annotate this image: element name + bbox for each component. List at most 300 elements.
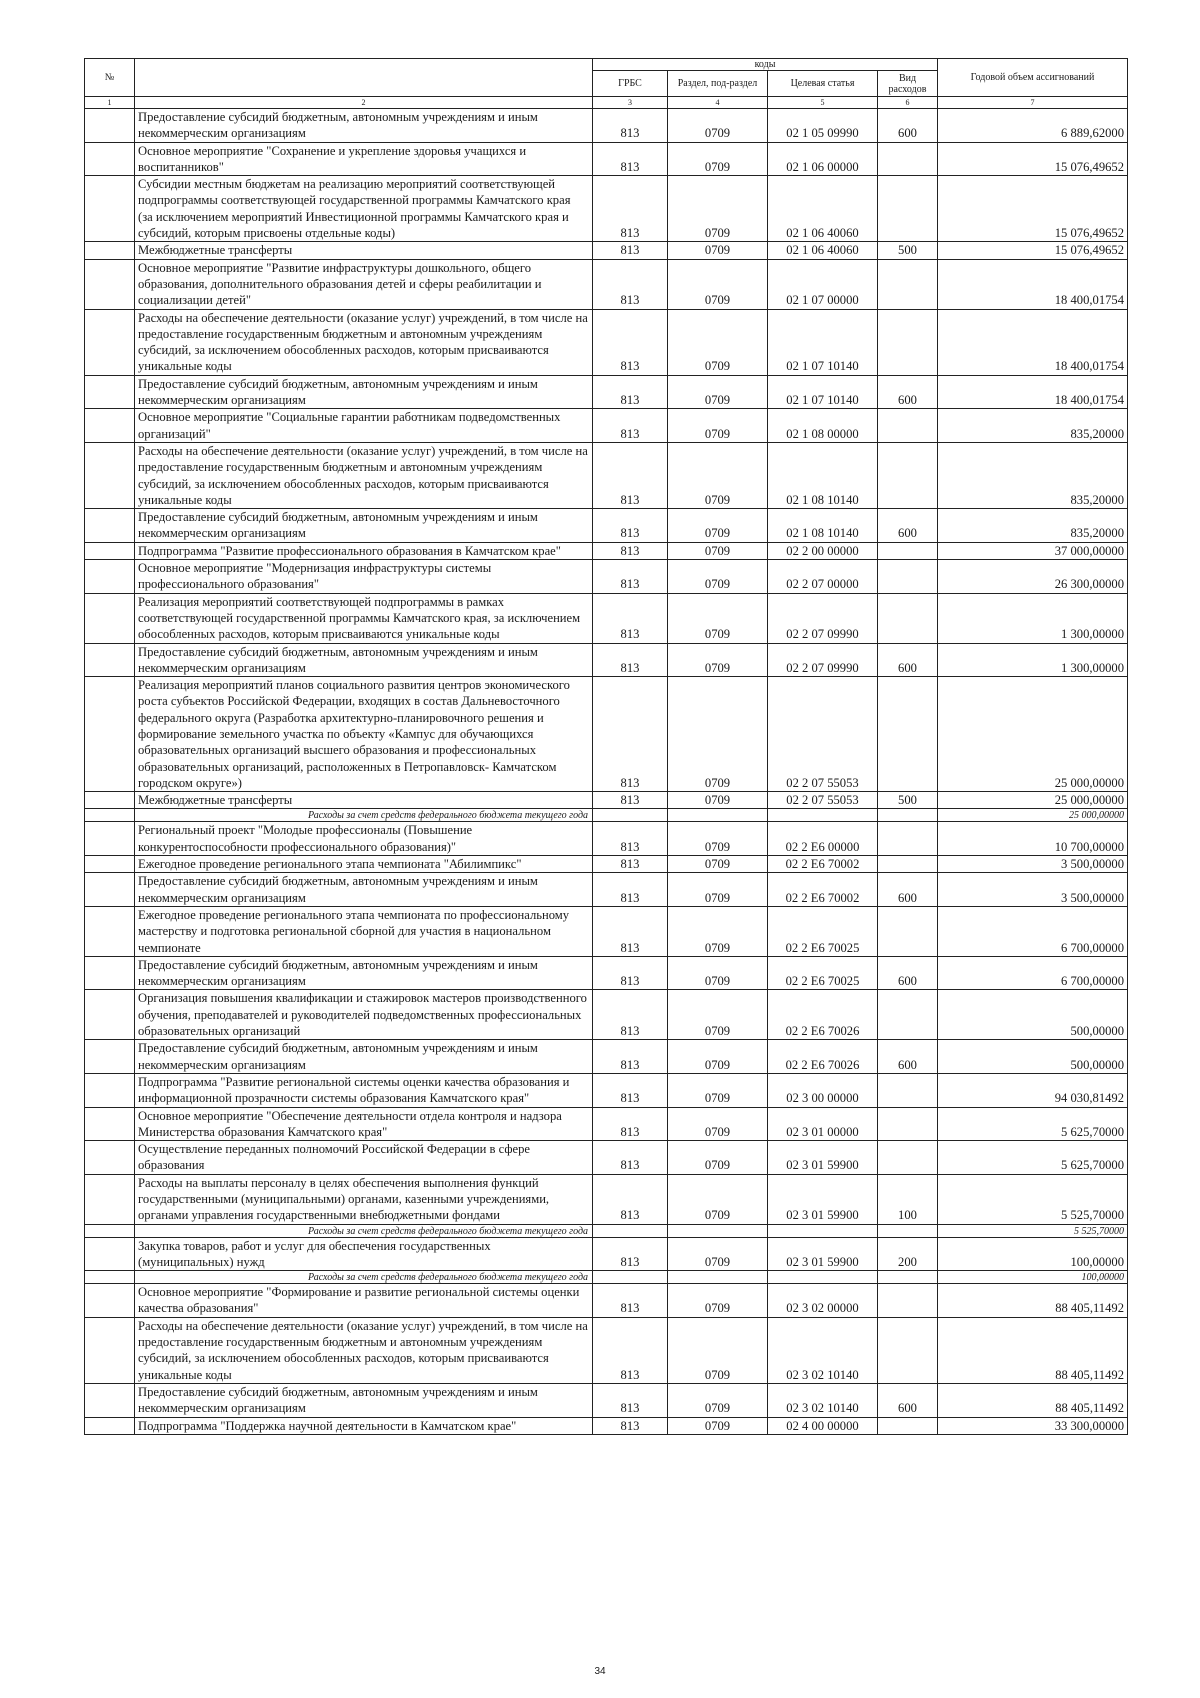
- cell-num: [85, 1383, 135, 1417]
- cell-num: [85, 509, 135, 543]
- cell-num: [85, 1141, 135, 1175]
- cell-razdel: 0709: [668, 1073, 768, 1107]
- cell-target-article: 02 3 01 59900: [768, 1237, 878, 1271]
- table-row: [85, 176, 1128, 242]
- cell-grbs: 813: [593, 856, 668, 873]
- table-row: [85, 1107, 1128, 1141]
- cell-grbs: [593, 1224, 668, 1237]
- table-row: [85, 1383, 1128, 1417]
- cell-razdel: 0709: [668, 509, 768, 543]
- table-row: [85, 409, 1128, 443]
- cell-num: [85, 1417, 135, 1434]
- cell-expense-type: [878, 677, 938, 792]
- cell-razdel: 0709: [668, 309, 768, 375]
- cell-razdel: 0709: [668, 375, 768, 409]
- cell-name: Реализация мероприятий планов социального развития центров экономического роста субъектов Российской Федерации, входящих в состав Дальневосточного федерального округа (Разработка архитектурно-планировочного решения и формирование земельного участка по объекту «Кампус для обучающихся образовательных организаций высшего образования и профессиональных образовательных организаций, расположенных в Петропавловск- Камчатском городском округе»): [135, 677, 593, 792]
- cell-expense-type: [878, 259, 938, 309]
- header-grbs: ГРБС: [593, 71, 668, 97]
- header-num: №: [85, 59, 135, 97]
- cell-target-article: 02 1 06 40060: [768, 242, 878, 259]
- cell-name: Подпрограмма "Развитие профессионального образования в Камчатском крае": [135, 542, 593, 559]
- cell-volume: 10 700,00000: [938, 822, 1128, 856]
- cell-name: Предоставление субсидий бюджетным, автономным учреждениям и иным некоммерческим организациям: [135, 375, 593, 409]
- cell-volume: 1 300,00000: [938, 643, 1128, 677]
- federal-funds-row: [85, 1224, 1128, 1237]
- cell-razdel: 0709: [668, 1174, 768, 1224]
- cell-expense-type: [878, 560, 938, 594]
- cell-name: Осуществление переданных полномочий Российской Федерации в сфере образования: [135, 1141, 593, 1175]
- cell-target-article: 02 3 01 59900: [768, 1174, 878, 1224]
- table-row: [85, 542, 1128, 559]
- colnum: 1: [85, 97, 135, 109]
- cell-volume: 18 400,01754: [938, 259, 1128, 309]
- cell-name: Подпрограмма "Поддержка научной деятельности в Камчатском крае": [135, 1417, 593, 1434]
- cell-name: Расходы за счет средств федерального бюджета текущего года: [135, 1271, 593, 1284]
- cell-razdel: 0709: [668, 176, 768, 242]
- cell-name: Субсидии местным бюджетам на реализацию мероприятий соответствующей подпрограммы соответствующей государственной программы Камчатского края (за исключением мероприятий Инвестиционной программы Камчатского края и субсидий, которым присвоены отдельные коды): [135, 176, 593, 242]
- cell-razdel: 0709: [668, 956, 768, 990]
- cell-num: [85, 873, 135, 907]
- cell-grbs: [593, 809, 668, 822]
- cell-num: [85, 677, 135, 792]
- cell-name: Ежегодное проведение регионального этапа чемпионата "Абилимпикс": [135, 856, 593, 873]
- cell-expense-type: 100: [878, 1174, 938, 1224]
- cell-expense-type: [878, 990, 938, 1040]
- cell-grbs: 813: [593, 1040, 668, 1074]
- cell-target-article: 02 4 00 00000: [768, 1417, 878, 1434]
- table-row: [85, 1141, 1128, 1175]
- cell-name: Предоставление субсидий бюджетным, автономным учреждениям и иным некоммерческим организациям: [135, 509, 593, 543]
- cell-expense-type: 600: [878, 956, 938, 990]
- cell-name: Предоставление субсидий бюджетным, автономным учреждениям и иным некоммерческим организациям: [135, 643, 593, 677]
- cell-grbs: 813: [593, 442, 668, 508]
- cell-volume: 5 625,70000: [938, 1107, 1128, 1141]
- cell-razdel: 0709: [668, 1040, 768, 1074]
- cell-expense-type: [878, 1107, 938, 1141]
- cell-target-article: 02 3 00 00000: [768, 1073, 878, 1107]
- cell-volume: 100,00000: [938, 1271, 1128, 1284]
- cell-target-article: 02 1 06 40060: [768, 176, 878, 242]
- table-row: [85, 906, 1128, 956]
- cell-target-article: 02 1 08 10140: [768, 509, 878, 543]
- cell-num: [85, 409, 135, 443]
- cell-expense-type: [878, 822, 938, 856]
- cell-razdel: 0709: [668, 142, 768, 176]
- cell-volume: 835,20000: [938, 409, 1128, 443]
- cell-volume: 88 405,11492: [938, 1284, 1128, 1318]
- cell-target-article: 02 2 E6 70026: [768, 1040, 878, 1074]
- table-row: [85, 792, 1128, 809]
- cell-num: [85, 1271, 135, 1284]
- cell-volume: 3 500,00000: [938, 856, 1128, 873]
- cell-target-article: 02 2 07 55053: [768, 792, 878, 809]
- cell-expense-type: 600: [878, 1383, 938, 1417]
- cell-target-article: 02 3 02 10140: [768, 1317, 878, 1383]
- colnum: 4: [668, 97, 768, 109]
- cell-name: Расходы на обеспечение деятельности (оказание услуг) учреждений, в том числе на предоставление государственным бюджетным и автономным учреждениям субсидий, за исключением обособленных расходов, которым присваиваются уникальные коды: [135, 309, 593, 375]
- cell-razdel: 0709: [668, 593, 768, 643]
- cell-razdel: 0709: [668, 409, 768, 443]
- cell-name: Основное мероприятие "Развитие инфраструктуры дошкольного, общего образования, дополнительного образования детей и сферы реабилитации и социализации детей": [135, 259, 593, 309]
- cell-expense-type: [878, 309, 938, 375]
- table-row: [85, 1417, 1128, 1434]
- cell-num: [85, 560, 135, 594]
- cell-name: Основное мероприятие "Модернизация инфраструктуры системы профессионального образования": [135, 560, 593, 594]
- cell-num: [85, 593, 135, 643]
- cell-target-article: 02 1 07 10140: [768, 375, 878, 409]
- table-row: [85, 109, 1128, 143]
- cell-grbs: 813: [593, 242, 668, 259]
- header-razdel: Раздел, под-раздел: [668, 71, 768, 97]
- cell-target-article: 02 1 07 10140: [768, 309, 878, 375]
- cell-target-article: 02 2 E6 70002: [768, 856, 878, 873]
- header-column-numbers: [85, 97, 1128, 109]
- cell-target-article: 02 1 08 10140: [768, 442, 878, 508]
- cell-grbs: 813: [593, 560, 668, 594]
- table-row: [85, 873, 1128, 907]
- cell-razdel: 0709: [668, 1317, 768, 1383]
- cell-razdel: [668, 1271, 768, 1284]
- cell-grbs: 813: [593, 643, 668, 677]
- cell-volume: 33 300,00000: [938, 1417, 1128, 1434]
- cell-volume: 5 525,70000: [938, 1224, 1128, 1237]
- cell-num: [85, 176, 135, 242]
- cell-num: [85, 1040, 135, 1074]
- cell-num: [85, 809, 135, 822]
- cell-grbs: 813: [593, 1284, 668, 1318]
- cell-target-article: 02 2 E6 70026: [768, 990, 878, 1040]
- cell-expense-type: [878, 1317, 938, 1383]
- cell-grbs: 813: [593, 409, 668, 443]
- cell-razdel: 0709: [668, 792, 768, 809]
- cell-grbs: 813: [593, 109, 668, 143]
- table-row: [85, 856, 1128, 873]
- cell-target-article: 02 3 01 00000: [768, 1107, 878, 1141]
- cell-name: Основное мероприятие "Формирование и развитие региональной системы оценки качества образования": [135, 1284, 593, 1318]
- cell-razdel: 0709: [668, 873, 768, 907]
- cell-target-article: 02 1 06 00000: [768, 142, 878, 176]
- header-codes: коды: [593, 59, 938, 71]
- cell-num: [85, 1174, 135, 1224]
- header-volume: Годовой объем ассигнований: [938, 59, 1128, 97]
- cell-razdel: 0709: [668, 1107, 768, 1141]
- federal-funds-row: [85, 809, 1128, 822]
- cell-num: [85, 1224, 135, 1237]
- federal-funds-row: [85, 1271, 1128, 1284]
- cell-expense-type: 500: [878, 792, 938, 809]
- cell-razdel: 0709: [668, 1284, 768, 1318]
- cell-name: Закупка товаров, работ и услуг для обеспечения государственных (муниципальных) нужд: [135, 1237, 593, 1271]
- cell-grbs: 813: [593, 1174, 668, 1224]
- cell-num: [85, 309, 135, 375]
- cell-grbs: 813: [593, 1383, 668, 1417]
- cell-num: [85, 906, 135, 956]
- cell-expense-type: [878, 1284, 938, 1318]
- cell-name: Предоставление субсидий бюджетным, автономным учреждениям и иным некоммерческим организациям: [135, 873, 593, 907]
- cell-expense-type: [878, 1141, 938, 1175]
- cell-volume: 18 400,01754: [938, 375, 1128, 409]
- cell-grbs: 813: [593, 309, 668, 375]
- cell-target-article: 02 1 07 00000: [768, 259, 878, 309]
- cell-target-article: 02 2 E6 70025: [768, 956, 878, 990]
- cell-num: [85, 643, 135, 677]
- cell-volume: 5 625,70000: [938, 1141, 1128, 1175]
- page-number: 34: [594, 1666, 606, 1677]
- cell-razdel: 0709: [668, 442, 768, 508]
- cell-grbs: 813: [593, 1141, 668, 1175]
- cell-volume: 25 000,00000: [938, 677, 1128, 792]
- cell-volume: 15 076,49652: [938, 242, 1128, 259]
- table-row: [85, 822, 1128, 856]
- cell-expense-type: 600: [878, 1040, 938, 1074]
- cell-volume: 835,20000: [938, 442, 1128, 508]
- cell-razdel: 0709: [668, 990, 768, 1040]
- table-row: [85, 375, 1128, 409]
- cell-name: Основное мероприятие "Сохранение и укрепление здоровья учащихся и воспитанников": [135, 142, 593, 176]
- cell-num: [85, 1073, 135, 1107]
- cell-name: Расходы на выплаты персоналу в целях обеспечения выполнения функций государственными (муниципальными) органами, казенными учреждениями, органами управления государственными внебюджетными фондами: [135, 1174, 593, 1224]
- cell-name: Региональный проект "Молодые профессионалы (Повышение конкурентоспособности профессионального образования)": [135, 822, 593, 856]
- colnum: 6: [878, 97, 938, 109]
- cell-razdel: 0709: [668, 906, 768, 956]
- cell-name: Расходы на обеспечение деятельности (оказание услуг) учреждений, в том числе на предоставление государственным бюджетным и автономным учреждениям субсидий, за исключением обособленных расходов, которым присваиваются уникальные коды: [135, 1317, 593, 1383]
- table-row: [85, 990, 1128, 1040]
- table-row: [85, 1073, 1128, 1107]
- cell-volume: 500,00000: [938, 990, 1128, 1040]
- header-vid: Вид расходов: [878, 71, 938, 97]
- cell-num: [85, 856, 135, 873]
- table-row: [85, 242, 1128, 259]
- cell-num: [85, 242, 135, 259]
- table-row: [85, 593, 1128, 643]
- cell-num: [85, 1237, 135, 1271]
- cell-razdel: 0709: [668, 677, 768, 792]
- cell-target-article: 02 2 00 00000: [768, 542, 878, 559]
- cell-num: [85, 375, 135, 409]
- cell-grbs: 813: [593, 822, 668, 856]
- cell-grbs: 813: [593, 542, 668, 559]
- cell-target-article: 02 2 07 09990: [768, 593, 878, 643]
- table-row: [85, 560, 1128, 594]
- cell-target-article: [768, 1224, 878, 1237]
- cell-target-article: [768, 809, 878, 822]
- budget-page: [84, 58, 1127, 1435]
- cell-expense-type: [878, 1417, 938, 1434]
- cell-volume: 25 000,00000: [938, 792, 1128, 809]
- cell-grbs: 813: [593, 906, 668, 956]
- cell-num: [85, 822, 135, 856]
- cell-name: Межбюджетные трансферты: [135, 792, 593, 809]
- cell-grbs: 813: [593, 1417, 668, 1434]
- cell-volume: 3 500,00000: [938, 873, 1128, 907]
- cell-razdel: 0709: [668, 643, 768, 677]
- table-row: [85, 259, 1128, 309]
- cell-name: Организация повышения квалификации и стажировок мастеров производственного обучения, преподавателей и руководителей подведомственных профессиональных образовательных организаций: [135, 990, 593, 1040]
- table-header: [85, 59, 1128, 109]
- table-row: [85, 956, 1128, 990]
- cell-expense-type: [878, 809, 938, 822]
- cell-target-article: 02 2 E6 70025: [768, 906, 878, 956]
- cell-grbs: 813: [593, 176, 668, 242]
- cell-volume: 6 700,00000: [938, 956, 1128, 990]
- cell-razdel: 0709: [668, 822, 768, 856]
- cell-expense-type: 600: [878, 109, 938, 143]
- cell-grbs: 813: [593, 792, 668, 809]
- cell-name: Расходы за счет средств федерального бюджета текущего года: [135, 809, 593, 822]
- cell-num: [85, 542, 135, 559]
- cell-razdel: 0709: [668, 1417, 768, 1434]
- cell-expense-type: [878, 442, 938, 508]
- budget-table: [84, 58, 1128, 1435]
- table-row: [85, 1317, 1128, 1383]
- cell-expense-type: [878, 176, 938, 242]
- cell-grbs: 813: [593, 1237, 668, 1271]
- cell-target-article: 02 3 02 10140: [768, 1383, 878, 1417]
- cell-grbs: 813: [593, 956, 668, 990]
- header-tselevaya: Целевая статья: [768, 71, 878, 97]
- cell-volume: 6 889,62000: [938, 109, 1128, 143]
- cell-razdel: 0709: [668, 259, 768, 309]
- cell-volume: 88 405,11492: [938, 1317, 1128, 1383]
- cell-name: Расходы за счет средств федерального бюджета текущего года: [135, 1224, 593, 1237]
- cell-name: Предоставление субсидий бюджетным, автономным учреждениям и иным некоммерческим организациям: [135, 109, 593, 143]
- cell-grbs: 813: [593, 1317, 668, 1383]
- cell-razdel: 0709: [668, 1141, 768, 1175]
- cell-grbs: [593, 1271, 668, 1284]
- cell-grbs: 813: [593, 375, 668, 409]
- cell-target-article: 02 1 05 09990: [768, 109, 878, 143]
- cell-name: Основное мероприятие "Социальные гарантии работникам подведомственных организаций": [135, 409, 593, 443]
- table-row: [85, 1040, 1128, 1074]
- cell-num: [85, 956, 135, 990]
- cell-num: [85, 1107, 135, 1141]
- cell-target-article: 02 1 08 00000: [768, 409, 878, 443]
- cell-volume: 100,00000: [938, 1237, 1128, 1271]
- table-row: [85, 1284, 1128, 1318]
- cell-volume: 15 076,49652: [938, 142, 1128, 176]
- cell-razdel: 0709: [668, 542, 768, 559]
- table-body: [85, 109, 1128, 1435]
- cell-grbs: 813: [593, 142, 668, 176]
- cell-grbs: 813: [593, 873, 668, 907]
- cell-num: [85, 142, 135, 176]
- cell-expense-type: [878, 1271, 938, 1284]
- cell-razdel: [668, 1224, 768, 1237]
- cell-volume: 94 030,81492: [938, 1073, 1128, 1107]
- cell-razdel: [668, 809, 768, 822]
- cell-grbs: 813: [593, 990, 668, 1040]
- cell-expense-type: [878, 593, 938, 643]
- cell-volume: 37 000,00000: [938, 542, 1128, 559]
- cell-grbs: 813: [593, 677, 668, 792]
- cell-target-article: 02 2 E6 00000: [768, 822, 878, 856]
- cell-num: [85, 109, 135, 143]
- cell-num: [85, 442, 135, 508]
- cell-razdel: 0709: [668, 856, 768, 873]
- cell-num: [85, 990, 135, 1040]
- cell-volume: 835,20000: [938, 509, 1128, 543]
- cell-grbs: 813: [593, 1073, 668, 1107]
- cell-target-article: 02 3 02 00000: [768, 1284, 878, 1318]
- cell-target-article: 02 2 07 00000: [768, 560, 878, 594]
- cell-name: Предоставление субсидий бюджетным, автономным учреждениям и иным некоммерческим организациям: [135, 1040, 593, 1074]
- cell-razdel: 0709: [668, 1383, 768, 1417]
- table-row: [85, 309, 1128, 375]
- colnum: 5: [768, 97, 878, 109]
- cell-expense-type: [878, 1224, 938, 1237]
- cell-volume: 1 300,00000: [938, 593, 1128, 643]
- cell-name: Предоставление субсидий бюджетным, автономным учреждениям и иным некоммерческим организациям: [135, 956, 593, 990]
- cell-grbs: 813: [593, 1107, 668, 1141]
- table-row: [85, 509, 1128, 543]
- colnum: 3: [593, 97, 668, 109]
- cell-target-article: [768, 1271, 878, 1284]
- cell-volume: 5 525,70000: [938, 1174, 1128, 1224]
- cell-num: [85, 259, 135, 309]
- cell-expense-type: 600: [878, 643, 938, 677]
- cell-expense-type: 600: [878, 509, 938, 543]
- cell-num: [85, 792, 135, 809]
- cell-razdel: 0709: [668, 1237, 768, 1271]
- cell-target-article: 02 3 01 59900: [768, 1141, 878, 1175]
- cell-razdel: 0709: [668, 109, 768, 143]
- table-row: [85, 643, 1128, 677]
- cell-expense-type: [878, 906, 938, 956]
- cell-volume: 88 405,11492: [938, 1383, 1128, 1417]
- cell-expense-type: [878, 409, 938, 443]
- cell-grbs: 813: [593, 509, 668, 543]
- header-name: [135, 59, 593, 97]
- cell-expense-type: [878, 542, 938, 559]
- cell-target-article: 02 2 E6 70002: [768, 873, 878, 907]
- cell-name: Реализация мероприятий соответствующей подпрограммы в рамках соответствующей государственной программы Камчатского края, за исключением обособленных расходов, которым присваиваются уникальные коды: [135, 593, 593, 643]
- cell-name: Ежегодное проведение регионального этапа чемпионата по профессиональному мастерству и подготовка региональной сборной для участия в национальном чемпионате: [135, 906, 593, 956]
- colnum: 7: [938, 97, 1128, 109]
- cell-name: Расходы на обеспечение деятельности (оказание услуг) учреждений, в том числе на предоставление государственным бюджетным и автономным учреждениям субсидий, за исключением обособленных расходов, которым присваиваются уникальные коды: [135, 442, 593, 508]
- cell-num: [85, 1284, 135, 1318]
- cell-volume: 15 076,49652: [938, 176, 1128, 242]
- cell-expense-type: [878, 142, 938, 176]
- cell-expense-type: 200: [878, 1237, 938, 1271]
- cell-volume: 26 300,00000: [938, 560, 1128, 594]
- cell-name: Межбюджетные трансферты: [135, 242, 593, 259]
- cell-volume: 18 400,01754: [938, 309, 1128, 375]
- table-row: [85, 142, 1128, 176]
- cell-volume: 25 000,00000: [938, 809, 1128, 822]
- cell-name: Предоставление субсидий бюджетным, автономным учреждениям и иным некоммерческим организациям: [135, 1383, 593, 1417]
- colnum: 2: [135, 97, 593, 109]
- cell-name: Основное мероприятие "Обеспечение деятельности отдела контроля и надзора Министерства образования Камчатского края": [135, 1107, 593, 1141]
- cell-volume: 500,00000: [938, 1040, 1128, 1074]
- cell-expense-type: 600: [878, 873, 938, 907]
- table-row: [85, 1174, 1128, 1224]
- cell-volume: 6 700,00000: [938, 906, 1128, 956]
- table-row: [85, 1237, 1128, 1271]
- cell-expense-type: [878, 856, 938, 873]
- table-row: [85, 677, 1128, 792]
- cell-expense-type: 500: [878, 242, 938, 259]
- cell-grbs: 813: [593, 259, 668, 309]
- cell-expense-type: [878, 1073, 938, 1107]
- cell-target-article: 02 2 07 55053: [768, 677, 878, 792]
- cell-name: Подпрограмма "Развитие региональной системы оценки качества образования и информационной прозрачности системы образования Камчатского края": [135, 1073, 593, 1107]
- cell-target-article: 02 2 07 09990: [768, 643, 878, 677]
- cell-expense-type: 600: [878, 375, 938, 409]
- table-row: [85, 442, 1128, 508]
- cell-num: [85, 1317, 135, 1383]
- cell-razdel: 0709: [668, 560, 768, 594]
- cell-grbs: 813: [593, 593, 668, 643]
